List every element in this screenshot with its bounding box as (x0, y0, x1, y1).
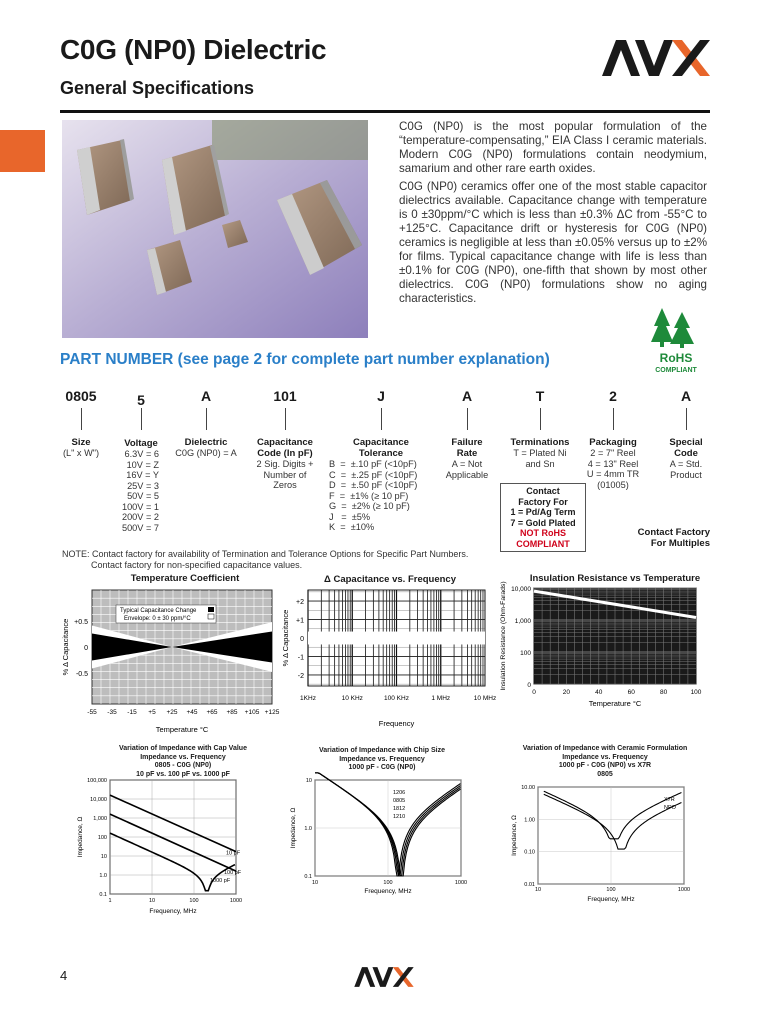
part-code-connector (686, 408, 687, 430)
y-tick-label: 10 (305, 778, 312, 784)
note-line-1: NOTE: Contact factory for availability of Termination and Tolerance Options for Specific Part Numbers. (62, 549, 469, 559)
part-field-heading: Failure (451, 437, 483, 448)
x-tick-label: 1000 (454, 880, 468, 886)
part-field-options: 6.3V = 6 10V = Z 16V = Y 25V = 3 50V = 5 100V = 1 200V = 2 500V = 7 (121, 449, 159, 533)
part-code-9: A (680, 388, 692, 404)
part-field-3 (164, 437, 248, 459)
part-field-heading: Code (674, 448, 698, 459)
x-tick-label: 10 (534, 887, 542, 893)
impedance-cap-value-chart (70, 776, 270, 918)
y-axis-label: Impedance, Ω (77, 816, 84, 858)
x-tick-label: 100 (690, 689, 702, 696)
x-tick-label: +25 (166, 709, 178, 716)
part-field-options: A = Not Applicable (445, 459, 489, 480)
x-tick-label: -35 (107, 709, 117, 716)
legend-entry: 0805 (393, 798, 406, 804)
part-field-heading: Voltage (124, 438, 158, 449)
chart-title: Variation of Impedance with Ceramic Formulation Impedance vs. Frequency 1000 pF - C0G (NP0) vs X7R 0805 (522, 745, 688, 778)
header-rule (60, 110, 710, 113)
part-code-connector (285, 408, 286, 430)
part-field-heading: Dielectric (184, 437, 228, 448)
x-axis-label: Frequency, MHz (364, 888, 412, 895)
x-axis-label: Frequency (378, 719, 415, 728)
y-axis-label: Impedance, Ω (511, 815, 518, 856)
y-tick-label: -1 (297, 654, 304, 662)
impedance-formulation-chart (506, 785, 692, 905)
y-tick-label: 100 (97, 835, 107, 841)
part-field-heading: Tolerance (358, 448, 404, 459)
series-label: 10 pF (226, 850, 241, 857)
y-tick-label: 10,000 (511, 586, 531, 593)
part-code-connector (141, 408, 142, 430)
x-tick-label: 60 (627, 689, 635, 696)
x-tick-label: 1KHz (300, 695, 316, 702)
part-field-heading: Capacitance (353, 437, 409, 448)
x-tick-label: 40 (595, 689, 603, 696)
part-field-heading: Code (In pF) (257, 448, 313, 459)
y-tick-label: 1,000 (93, 816, 107, 822)
part-field-heading: Capacitance (257, 437, 313, 448)
legend-entry: NPO (664, 805, 676, 811)
tree-icon (651, 308, 673, 342)
intro-text (399, 120, 707, 310)
part-field-7 (504, 437, 576, 469)
rohs-label: RoHS (659, 351, 693, 365)
part-code-3: A (200, 388, 212, 404)
legend-entry: Envelope: 0 ± 30 ppm/°C (124, 616, 191, 622)
x-tick-label: +5 (148, 709, 156, 716)
part-field-2 (111, 438, 171, 533)
x-axis-label: Temperature °C (588, 699, 642, 708)
note (62, 549, 468, 570)
page-number: 4 (60, 968, 68, 983)
x-tick-label: 100 (189, 898, 199, 904)
y-axis-label: % Δ Capacitance (281, 609, 290, 667)
avx-logo-icon (352, 966, 416, 988)
y-tick-label: 10.00 (521, 785, 535, 791)
part-field-8 (581, 437, 645, 490)
part-code-2: 5 (137, 392, 145, 408)
x-tick-label: 0 (532, 689, 536, 696)
y-tick-label: 1.0 (304, 826, 312, 832)
x-tick-label: 10 MHz (473, 695, 497, 702)
y-tick-label: 100,000 (87, 778, 107, 784)
x-tick-label: 20 (562, 689, 571, 696)
y-tick-label: 10 (100, 854, 107, 860)
part-field-options: 2 = 7" Reel 4 = 13" Reel U = 4mm TR (01005) (586, 448, 640, 490)
y-tick-label: 0.10 (524, 849, 535, 856)
legend-swatch (208, 607, 214, 612)
zero-band (308, 632, 485, 645)
chart-title: Insulation Resistance vs Temperature (529, 573, 701, 584)
y-tick-label: 1.0 (99, 873, 107, 879)
x-tick-label: 10 (148, 898, 156, 904)
x-tick-label: +65 (206, 709, 218, 716)
x-tick-label: +85 (226, 709, 238, 716)
part-field-9 (660, 437, 712, 480)
series-label: 1000 pF (210, 878, 231, 885)
part-code-8: 2 (609, 388, 617, 404)
part-field-options: 2 Sig. Digits + Number of Zeros (256, 459, 314, 490)
y-tick-label: 0 (527, 682, 531, 689)
legend-entry: Typical Capacitance Change (120, 608, 197, 614)
x-tick-label: -55 (87, 709, 97, 716)
y-tick-label: 1.00 (524, 817, 535, 824)
part-code-6: A (461, 388, 473, 404)
y-axis-label: Impedance, Ω (290, 807, 297, 849)
tree-icon (670, 312, 694, 344)
x-tick-label: 10 (311, 880, 319, 886)
y-tick-label: +0.5 (74, 619, 88, 627)
part-code-connector (206, 408, 207, 430)
contact-line: COMPLIANT (516, 538, 570, 549)
part-field-4 (248, 437, 322, 491)
part-field-heading: Special (669, 437, 703, 448)
part-field-heading: Size (71, 437, 91, 448)
part-code-1: 0805 (65, 388, 97, 404)
y-tick-label: -0.5 (75, 670, 88, 678)
legend-entry: 1206 (393, 790, 406, 796)
part-field-1 (46, 437, 116, 459)
part-number-heading: PART NUMBER (see page 2 for complete part number explanation) (60, 351, 550, 368)
x-tick-label: 80 (659, 689, 668, 696)
impedance-chip-size-chart (285, 778, 470, 906)
contact-line: 7 = Gold Plated (510, 517, 576, 528)
insulation-resistance-chart (496, 581, 708, 736)
part-field-options: C0G (NP0) = A (175, 448, 237, 458)
contact-line: Factory For (518, 496, 568, 507)
part-code-connector (381, 408, 382, 430)
x-tick-label: 1000 (229, 898, 243, 904)
x-axis-label: Frequency, MHz (149, 908, 197, 915)
part-field-heading: Packaging (589, 437, 637, 448)
contact-line: NOT RoHS (520, 528, 566, 538)
page-subtitle: General Specifications (60, 78, 255, 98)
section-tab (0, 130, 45, 172)
part-code-4: 101 (273, 388, 297, 404)
x-tick-label: 10 KHz (341, 695, 363, 702)
x-tick-label: 1 MHz (431, 695, 451, 702)
x-tick-label: +45 (186, 709, 198, 716)
avx-logo-icon (602, 38, 710, 78)
x-tick-label: 100 KHz (384, 695, 409, 702)
x-tick-label: 1000 (677, 887, 691, 893)
y-tick-label: 0 (84, 645, 88, 652)
y-tick-label: 0 (300, 636, 304, 643)
note-line-2: Contact factory for non-specified capacitance values. (91, 559, 303, 570)
temperature-coefficient-chart (60, 586, 280, 736)
part-code-5: J (377, 388, 385, 404)
y-axis-label: Insulation Resistance (Ohm-Farads) (500, 581, 507, 691)
chart-title: Variation of Impedance with Chip Size Impedance vs. Frequency 1000 pF - C0G (NP0) (318, 747, 446, 771)
intro-paragraph-2: C0G (NP0) ceramics offer one of the most stable capacitor dielectrics available. Capacitance change with temperature is 0 ±30ppm/°C which is less than ±0.3% ΔC from -55°C to +125°C. Capacitance drift or hysteresis for C0G (NP0) ceramics is negligible at less than ±0.05% versus up to ±2% for films. Typical capacitance change with life is less than ±0.1% for C0G (NP0), one-fifth that shown by most other dielectrics. C0G (NP0) formulations show no aging characteristics. (399, 180, 707, 305)
legend-swatch (208, 614, 214, 619)
part-field-heading: Rate (456, 448, 478, 459)
part-field-5 (321, 437, 441, 533)
chart-title: Δ Capacitance vs. Frequency (324, 574, 456, 585)
capacitor-photo (62, 120, 368, 338)
part-field-options: B = ±.10 pF (<10pF) C = ±.25 pF (<10pF) D = ±.50 pF (<10pF) F = ±1% (≥ 10 pF) G = ±2% (≥ 10 pF) J = ±5% K = ±10% (329, 459, 418, 532)
legend-entry: 1210 (393, 814, 406, 820)
part-field-6 (437, 437, 497, 480)
rohs-compliant-label: COMPLIANT (655, 367, 697, 374)
capacitance-frequency-chart (280, 586, 497, 736)
part-field-options: (L" x W") (62, 448, 100, 458)
y-tick-label: +1 (296, 617, 304, 625)
x-tick-label: 100 (383, 880, 393, 886)
contact-line: Contact (526, 486, 560, 496)
y-tick-label: -2 (297, 672, 304, 680)
y-tick-label: 1,000 (514, 618, 531, 625)
legend-entry: 1812 (393, 806, 406, 812)
part-field-options: T = Plated Ni and Sn (513, 448, 567, 469)
chart-title: Temperature Coefficient (130, 573, 240, 584)
legend-entry: X7R (664, 797, 675, 803)
part-field-options: A = Std. Product (669, 459, 703, 480)
y-tick-label: 0.01 (524, 882, 535, 888)
part-code-connector (81, 408, 82, 430)
y-tick-label: 100 (520, 650, 531, 657)
part-code-connector (467, 408, 468, 430)
part-field-heading: Terminations (510, 437, 570, 448)
x-tick-label: -15 (127, 709, 137, 716)
y-tick-label: 0.1 (99, 892, 107, 898)
y-axis-label: % Δ Capacitance (61, 618, 70, 676)
intro-paragraph-1: C0G (NP0) is the most popular formulation of the “temperature-compensating,” EIA Class I ceramic materials. Modern C0G (NP0) formulations contain neodymium, samarium and other rare earth oxides. (399, 120, 707, 175)
x-tick-label: 100 (606, 887, 616, 893)
series-label: 100 pF (224, 870, 242, 877)
page-title: C0G (NP0) Dielectric (60, 34, 327, 65)
y-tick-label: +2 (296, 599, 304, 607)
part-code-connector (613, 408, 614, 430)
contact-box (500, 483, 586, 552)
rohs-badge (648, 304, 704, 376)
x-tick-label: +105 (244, 709, 260, 716)
multiples-note: Contact Factory For Multiples (637, 527, 710, 549)
y-tick-label: 0.1 (304, 874, 312, 880)
x-tick-label: 1 (108, 898, 112, 904)
y-tick-label: 10,000 (90, 797, 107, 803)
part-code-7: T (535, 388, 545, 404)
contact-line: 1 = Pd/Ag Term (510, 507, 576, 517)
x-axis-label: Temperature °C (155, 725, 209, 734)
part-code-connector (540, 408, 541, 430)
x-axis-label: Frequency, MHz (587, 896, 635, 903)
x-tick-label: +125 (264, 709, 280, 716)
chart-title: Variation of Impedance with Cap Value Impedance vs. Frequency 0805 - C0G (NP0) 10 pF vs. 100 pF vs. 1000 pF (119, 745, 247, 778)
